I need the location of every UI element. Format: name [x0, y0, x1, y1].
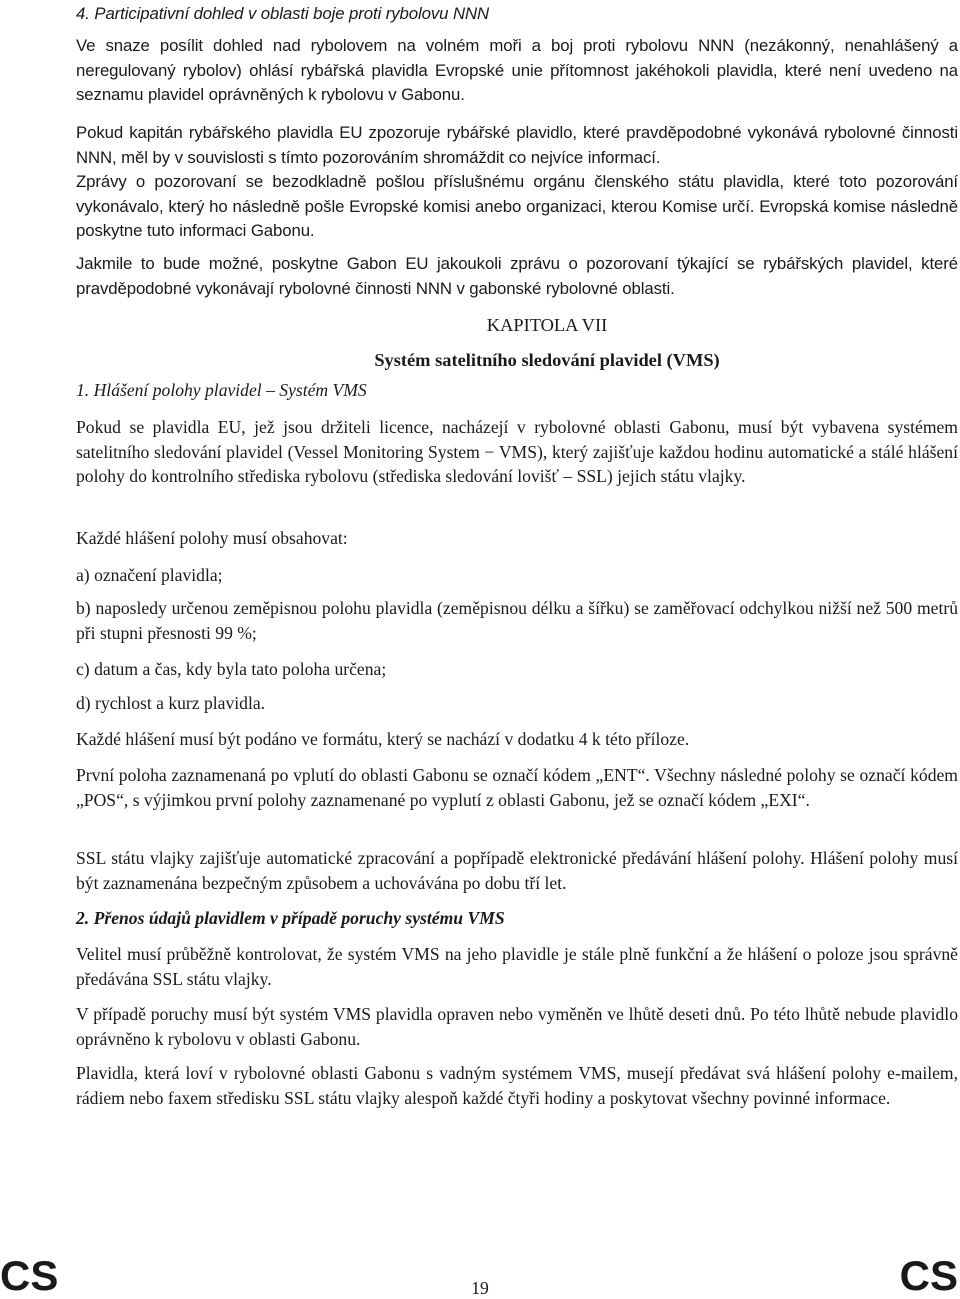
footer-language-left: CS [0, 1252, 59, 1299]
subsection-1-paragraph-5: SSL státu vlajky zajišťuje automatické zpracování a popřípadě elektronické předávání hlášení polohy. Hlášení polohy musí být zaznamenána bezpečným způsobem a uchovávána po dobu tří let. [76, 848, 958, 893]
chapter-heading [76, 313, 958, 372]
chapter-title: Systém satelitního sledování plavidel (VMS) [374, 349, 720, 370]
section-4-paragraph-2: Pokud kapitán rybářského plavidla EU zpozoruje rybářské plavidlo, které pravděpodobné vykonává rybolovné činnosti NNN, měl by v souvislosti s tímto pozorováním shromáždit co nejvíce informací. [76, 123, 958, 167]
subsection-1-paragraph-3: Každé hlášení musí být podáno ve formátu, který se nachází v dodatku 4 k této příloze. [76, 729, 690, 749]
section-4-paragraph-4: Jakmile to bude možné, poskytne Gabon EU jakoukoli zprávu o pozorovaní týkající se rybářských plavidel, které pravděpodobné vykonávají rybolovné činnosti NNN v gabonské rybolovné oblasti. [76, 254, 958, 298]
list-item: d) rychlost a kurz plavidla. [76, 693, 266, 713]
subsection-2-heading: 2. Přenos údajů plavidlem v případě poruchy systému VMS [76, 908, 505, 928]
subsection-1-heading: 1. Hlášení polohy plavidel – Systém VMS [76, 380, 367, 400]
section-4-heading: 4. Participativní dohled v oblasti boje proti rybolovu NNN [76, 4, 490, 23]
footer-language-right: CS [899, 1252, 958, 1299]
subsection-1-paragraph-4: První poloha zaznamenaná po vplutí do oblasti Gabonu se označí kódem „ENT“. Všechny následné polohy se označí kódem „POS“, s výjimkou první polohy zaznamenané po vyplutí z oblasti Gabonu, jež se označí kódem „EXI“. [76, 765, 958, 810]
list-item: a) označení plavidla; [76, 565, 223, 585]
subsection-2-paragraph-3: Plavidla, která loví v rybolovné oblasti Gabonu s vadným systémem VMS, musejí předávat svá hlášení polohy e-mailem, rádiem nebo faxem středisku SSL státu vlajky alespoň každé čtyři hodiny a poskytovat všechny povinné informace. [76, 1063, 958, 1108]
chapter-number: KAPITOLA VII [486, 315, 608, 335]
section-4-paragraph-1: Ve snaze posílit dohled nad rybolovem na volném moři a boj proti rybolovu NNN (nezákonný, nenahlášený a neregulovaný rybolov) ohlásí rybářská plavidla Evropské unie přítomnost jakéhokoli plavidla, které není uvedeno na seznamu plavidel oprávněných k rybolovu v Gabonu. [76, 36, 958, 105]
subsection-2-paragraph-1: Velitel musí průběžně kontrolovat, že systém VMS na jeho plavidle je stále plně funkční a že hlášení o poloze jsou správně předávána SSL státu vlajky. [76, 944, 958, 989]
subsection-2-paragraph-2: V případě poruchy musí být systém VMS plavidla opraven nebo vyměněn ve lhůtě deseti dnů. Po této lhůtě nebude plavidlo oprávněno k rybolovu v oblasti Gabonu. [76, 1004, 958, 1049]
section-4-paragraph-3: Zprávy o pozorovaní se bezodkladně pošlou příslušnému orgánu členského státu plavidla, které toto pozorování vykonávalo, který ho následně pošle Evropské komisi anebo organizaci, kterou Komise určí. Evropská komise následně poskytne tuto informaci Gabonu. [76, 172, 958, 241]
page-number: 19 [471, 1278, 489, 1298]
list-item: b) naposledy určenou zeměpisnou polohu plavidla (zeměpisnou délku a šířku) se zaměřovací odchylkou nižší než 500 metrů při stupni přesnosti 99 %; [76, 598, 958, 643]
subsection-1-paragraph-1: Pokud se plavidla EU, jež jsou držiteli licence, nacházejí v rybolovné oblasti Gabonu, musí být vybavena systémem satelitního sledování plavidel (Vessel Monitoring System − VMS), který zajišťuje každou hodinu automatické a stálé hlášení polohy do kontrolního střediska rybolovu (střediska sledování lovišť – SSL) jejich státu vlajky. [76, 417, 958, 487]
subsection-1-paragraph-2: Každé hlášení polohy musí obsahovat: [76, 528, 348, 548]
list-item: c) datum a čas, kdy byla tato poloha určena; [76, 659, 387, 679]
